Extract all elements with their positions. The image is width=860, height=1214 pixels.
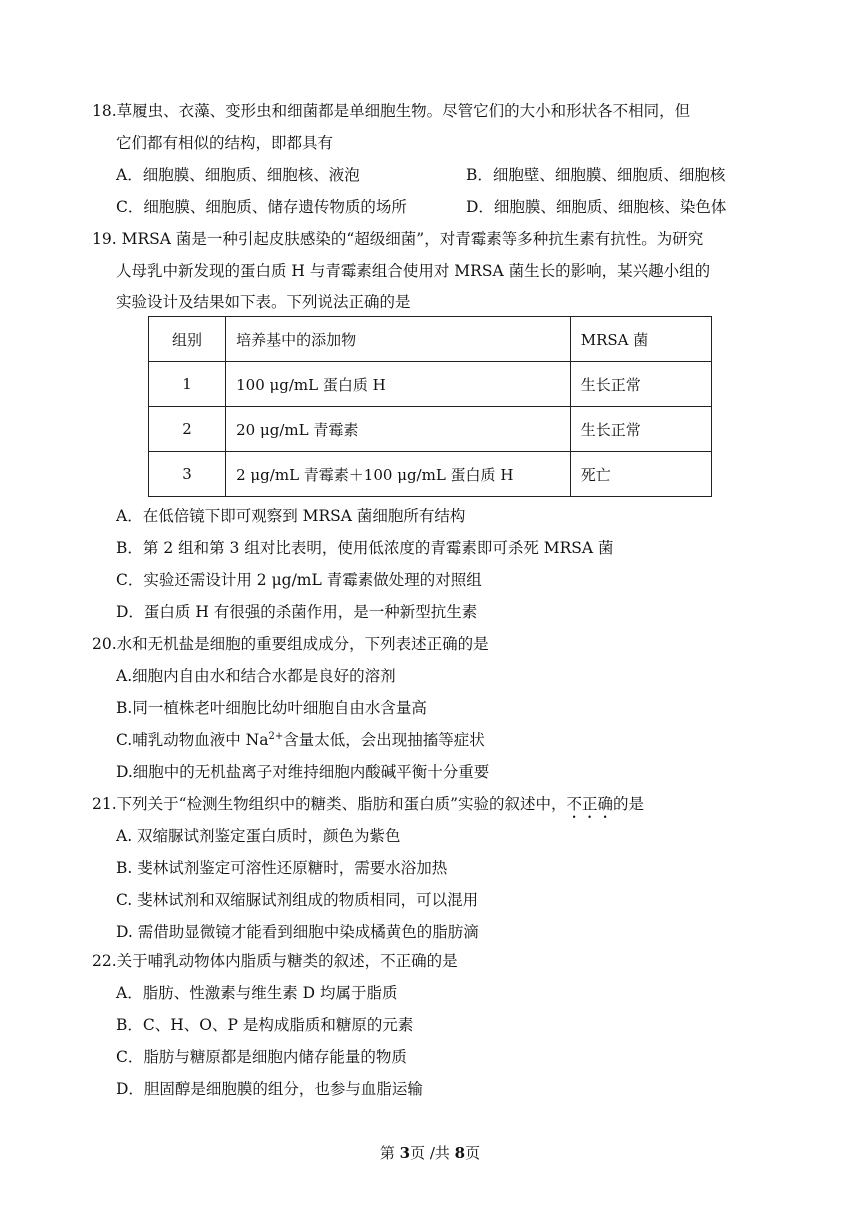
q21-option-c: C. 斐林试剂和双缩脲试剂组成的物质相同，可以混用 [116, 891, 479, 909]
q22-option-b: B．C、H、O、P 是构成脂质和糖原的元素 [116, 1016, 414, 1034]
q19-stem-line1: 19. MRSA 菌是一种引起皮肤感染的“超级细菌”，对青霉素等多种抗生素有抗性。为研究 [92, 230, 704, 248]
q19-stem-line3: 实验设计及结果如下表。下列说法正确的是 [116, 293, 411, 311]
q18-option-b: B．细胞壁、细胞膜、细胞质、细胞核 [466, 166, 726, 184]
table-row [149, 407, 712, 452]
q18-option-d: D．细胞膜、细胞质、细胞核、染色体 [466, 198, 727, 216]
q21-option-d: D. 需借助显微镜才能看到细胞中染成橘黄色的脂肪滴 [116, 923, 479, 941]
q22-option-c: C．脂肪与糖原都是细胞内储存能量的物质 [116, 1048, 407, 1066]
cell-result: 死亡 [570, 452, 711, 497]
q22-option-a: A．脂肪、性激素与维生素 D 均属于脂质 [116, 984, 398, 1002]
cell-result: 生长正常 [570, 407, 711, 452]
q19-option-d: D．蛋白质 H 有很强的杀菌作用，是一种新型抗生素 [116, 603, 478, 621]
q18-stem-line2: 它们都有相似的结构，即都具有 [116, 134, 334, 152]
q20-option-b: B.同一植株老叶细胞比幼叶细胞自由水含量高 [116, 699, 427, 717]
ion-charge: 2+ [268, 730, 284, 742]
q21-option-b: B. 斐林试剂鉴定可溶性还原糖时，需要水浴加热 [116, 859, 448, 877]
q20-option-a: A.细胞内自由水和结合水都是良好的溶剂 [116, 667, 396, 685]
q18-option-c: C．细胞膜、细胞质、储存遗传物质的场所 [116, 198, 407, 216]
q20-option-c [116, 730, 485, 750]
total-page-number: 8 [454, 1144, 466, 1162]
cell-additive: 20 μg/mL 青霉素 [226, 407, 571, 452]
footer-prefix: 第 [379, 1144, 400, 1162]
q18-stem-line1: 18.草履虫、衣藻、变形虫和细菌都是单细胞生物。尽管它们的大小和形状各不相同，但 [92, 102, 691, 120]
q21-stem-pre: 21.下列关于“检测生物组织中的糖类、脂肪和蛋白质”实验的叙述中， [92, 795, 567, 813]
q21-option-a: A. 双缩脲试剂鉴定蛋白质时，颜色为紫色 [116, 827, 401, 845]
header-mrsa: MRSA 菌 [570, 317, 711, 362]
q19-option-a: A．在低倍镜下即可观察到 MRSA 菌细胞所有结构 [116, 507, 466, 525]
q19-option-b: B．第 2 组和第 3 组对比表明，使用低浓度的青霉素即可杀死 MRSA 菌 [116, 539, 614, 557]
q19-option-c: C．实验还需设计用 2 μg/mL 青霉素做处理的对照组 [116, 571, 482, 589]
header-group: 组别 [149, 317, 226, 362]
q21-stem-emphasis: 不正确 [566, 795, 614, 813]
q22-stem: 22.关于哺乳动物体内脂质与糖类的叙述，不正确的是 [92, 952, 458, 970]
header-additive: 培养基中的添加物 [226, 317, 571, 362]
q18-option-a: A．细胞膜、细胞质、细胞核、液泡 [116, 166, 360, 184]
q20-stem: 20.水和无机盐是细胞的重要组成成分，下列表述正确的是 [92, 635, 489, 653]
cell-additive: 100 μg/mL 蛋白质 H [226, 362, 571, 407]
cell-group: 3 [149, 452, 226, 497]
q21-stem-post: 的是 [613, 795, 645, 813]
cell-group: 2 [149, 407, 226, 452]
cell-additive: 2 μg/mL 青霉素＋100 μg/mL 蛋白质 H [226, 452, 571, 497]
q21-stem [92, 794, 644, 822]
footer-suffix: 页 [465, 1144, 481, 1162]
q20-option-d: D.细胞中的无机盐离子对维持细胞内酸碱平衡十分重要 [116, 763, 490, 781]
q20-option-c-pre: C.哺乳动物血液中 Na [116, 731, 269, 749]
page-footer [0, 1142, 860, 1163]
table-header-row [149, 317, 712, 362]
cell-result: 生长正常 [570, 362, 711, 407]
table-row [149, 362, 712, 407]
table-row [149, 452, 712, 497]
footer-middle: 页 /共 [410, 1144, 455, 1162]
experiment-table [148, 316, 712, 497]
q20-option-c-post: 含量太低，会出现抽搐等症状 [283, 731, 485, 749]
q19-stem-line2: 人母乳中新发现的蛋白质 H 与青霉素组合使用对 MRSA 菌生长的影响，某兴趣小组的 [116, 262, 711, 280]
current-page-number: 3 [399, 1144, 411, 1162]
q22-option-d: D．胆固醇是细胞膜的组分，也参与血脂运输 [116, 1080, 423, 1098]
cell-group: 1 [149, 362, 226, 407]
